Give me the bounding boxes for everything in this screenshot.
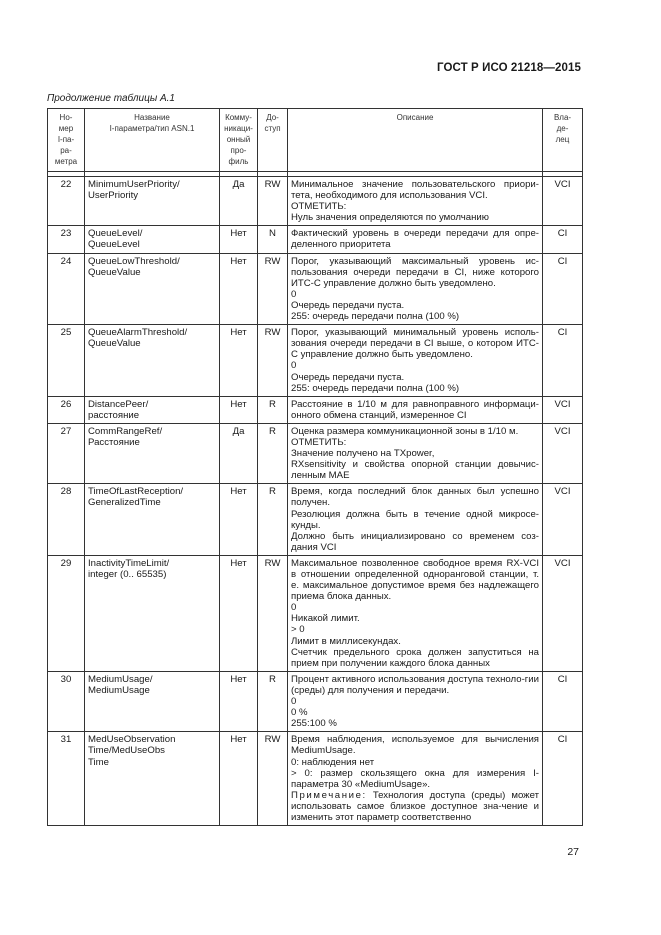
description-line: 255: очередь передачи полна (100 %): [291, 382, 460, 394]
header-comm-profile: Комму- никаци- онный про- филь: [220, 109, 258, 172]
row-comm-profile: Нет: [220, 484, 258, 556]
row-number: 26: [48, 396, 85, 423]
row-description: [288, 484, 543, 556]
description-line: Очередь передачи пуста.: [291, 299, 405, 311]
row-access: RW: [258, 177, 288, 226]
row-comm-profile: Нет: [220, 555, 258, 671]
row-param-name: QueueLowThreshold/ QueueValue: [85, 253, 220, 325]
row-access: R: [258, 671, 288, 731]
row-number: 29: [48, 555, 85, 671]
table-row: [48, 253, 583, 325]
standard-header: ГОСТ Р ИСО 21218—2015: [436, 62, 581, 74]
row-description: [288, 423, 543, 483]
row-owner: CI: [543, 253, 583, 325]
row-param-name: QueueAlarmThreshold/ QueueValue: [85, 325, 220, 397]
description-line: 0: [291, 360, 297, 372]
row-comm-profile: Нет: [220, 253, 258, 325]
description-line: 0 %: [291, 707, 308, 719]
row-number: 31: [48, 732, 85, 826]
row-comm-profile: Нет: [220, 396, 258, 423]
row-number: 22: [48, 177, 85, 226]
description-line: > 0: [291, 624, 305, 636]
description-line: 255: очередь передачи полна (100 %): [291, 311, 460, 323]
row-param-name: MinimumUserPriority/ UserPriority: [85, 177, 220, 226]
description-line: Процент активного использования доступа техноло-гии (среды) для получения и передачи.: [291, 673, 539, 696]
row-description: [288, 732, 543, 826]
table-row: [48, 177, 583, 226]
row-access: RW: [258, 325, 288, 397]
row-description: [288, 555, 543, 671]
row-owner: CI: [543, 732, 583, 826]
description-line: 0: [291, 696, 297, 708]
note-line: [291, 790, 539, 823]
row-param-name: QueueLevel/ QueueLevel: [85, 226, 220, 253]
row-owner: CI: [543, 325, 583, 397]
row-access: R: [258, 484, 288, 556]
row-number: 23: [48, 226, 85, 253]
row-param-name: CommRangeRef/ Расстояние: [85, 423, 220, 483]
table-row: [48, 671, 583, 731]
description-line: 0: [291, 288, 297, 300]
table-row: [48, 325, 583, 397]
description-line: > 0: размер скользящего окна для измерения I-параметра 30 «MediumUsage».: [291, 767, 539, 790]
row-access: RW: [258, 555, 288, 671]
row-param-name: InactivityTimeLimit/ integer (0.. 65535): [85, 555, 220, 671]
row-comm-profile: Да: [220, 423, 258, 483]
table-row: [48, 484, 583, 556]
row-number: 28: [48, 484, 85, 556]
description-line: 0: наблюдения нет: [291, 756, 375, 768]
header-access: До- ступ: [258, 109, 288, 172]
row-owner: VCI: [543, 555, 583, 671]
description-line: Минимальное значение пользовательского приори-тета, необходимого для использования VCI.: [291, 179, 539, 202]
row-owner: CI: [543, 226, 583, 253]
row-comm-profile: Нет: [220, 325, 258, 397]
description-line: Значение получено на TXpower,: [291, 448, 435, 460]
row-param-name: TimeOfLastReception/ GeneralizedTime: [85, 484, 220, 556]
row-number: 25: [48, 325, 85, 397]
row-comm-profile: Нет: [220, 732, 258, 826]
description-line: Счетчик предельного срока должен запуститься на прием при получении каждого блока данных: [291, 646, 539, 669]
table-row: [48, 423, 583, 483]
description-line: Фактический уровень в очереди передачи для опре-деленного приоритета: [291, 228, 539, 251]
description-line: 255:100 %: [291, 718, 337, 730]
description-line: Время, когда последний блок данных был успешно получен.: [291, 486, 539, 509]
row-description: [288, 671, 543, 731]
row-description: [288, 253, 543, 325]
row-param-name: DistancePeer/ расстояние: [85, 396, 220, 423]
description-line: ОТМЕТИТЬ:: [291, 201, 347, 213]
description-line: RXsensitivity и свойства опорной станции довычис-ленным MAE: [291, 459, 539, 482]
description-line: Никакой лимит.: [291, 613, 360, 625]
description-line: Расстояние в 1/10 м для равноправного информаци-онного обмена станций, измеренное CI: [291, 398, 539, 421]
table-row: [48, 226, 583, 253]
description-line: ОТМЕТИТЬ:: [291, 436, 347, 448]
table-caption: Продолжение таблицы А.1: [47, 93, 175, 104]
description-line: Резолюция должна быть в течение одной микросе-кунды.: [291, 508, 539, 531]
row-param-name: MedUseObservation Time/MedUseObs Time: [85, 732, 220, 826]
description-line: Лимит в миллисекундах.: [291, 635, 401, 647]
table-row: [48, 396, 583, 423]
table-row: [48, 555, 583, 671]
row-owner: VCI: [543, 396, 583, 423]
description-line: Время наблюдения, используемое для вычисления MediumUsage.: [291, 734, 539, 757]
header-number: Но- мер I-па- ра- метра: [48, 109, 85, 172]
description-line: Очередь передачи пуста.: [291, 371, 405, 383]
row-comm-profile: Да: [220, 177, 258, 226]
row-access: RW: [258, 253, 288, 325]
description-line: Порог, указывающий минимальный уровень исполь-зования очереди передачи в CI выше, о котором ИТС-С управление должно быть уведомлено.: [291, 327, 539, 361]
description-line: Оценка размера коммуникационной зоны в 1/10 м.: [291, 425, 519, 437]
row-param-name: MediumUsage/ MediumUsage: [85, 671, 220, 731]
row-number: 30: [48, 671, 85, 731]
row-owner: VCI: [543, 177, 583, 226]
row-description: [288, 396, 543, 423]
row-owner: CI: [543, 671, 583, 731]
row-number: 24: [48, 253, 85, 325]
description-line: 0: [291, 602, 297, 614]
row-owner: VCI: [543, 484, 583, 556]
page-number: 27: [567, 846, 579, 858]
table-header-row: [48, 109, 583, 172]
header-owner: Вла- де- лец: [543, 109, 583, 172]
description-line: Нуль значения определяются по умолчанию: [291, 212, 489, 224]
row-access: R: [258, 396, 288, 423]
header-name: Название I-параметра/тип ASN.1: [85, 109, 220, 172]
row-comm-profile: Нет: [220, 226, 258, 253]
description-line: Порог, указывающий максимальный уровень ис-пользования очереди передачи в CI, ниже которого ИТС-С управление должно быть уведомлено.: [291, 255, 539, 289]
row-access: R: [258, 423, 288, 483]
row-description: [288, 226, 543, 253]
row-access: N: [258, 226, 288, 253]
row-description: [288, 177, 543, 226]
row-comm-profile: Нет: [220, 671, 258, 731]
header-description: Описание: [288, 109, 543, 172]
parameter-table: [47, 108, 583, 826]
table-row: [48, 732, 583, 826]
row-description: [288, 325, 543, 397]
note-text: Технология доступа (среды) может использовать самое близкое доступное зна-чение и изменить этот параметр соответственно: [291, 789, 540, 823]
note-label: Примечание:: [291, 789, 367, 801]
description-line: Максимальное позволенное свободное время RX-VCI в отношении определенной одноранговой станции, т. е. максимальное допустимое время без надлежащего приема блока данных.: [291, 557, 539, 603]
row-access: RW: [258, 732, 288, 826]
row-number: 27: [48, 423, 85, 483]
row-owner: VCI: [543, 423, 583, 483]
description-line: Должно быть инициализировано со временем соз-дания VCI: [291, 530, 539, 553]
